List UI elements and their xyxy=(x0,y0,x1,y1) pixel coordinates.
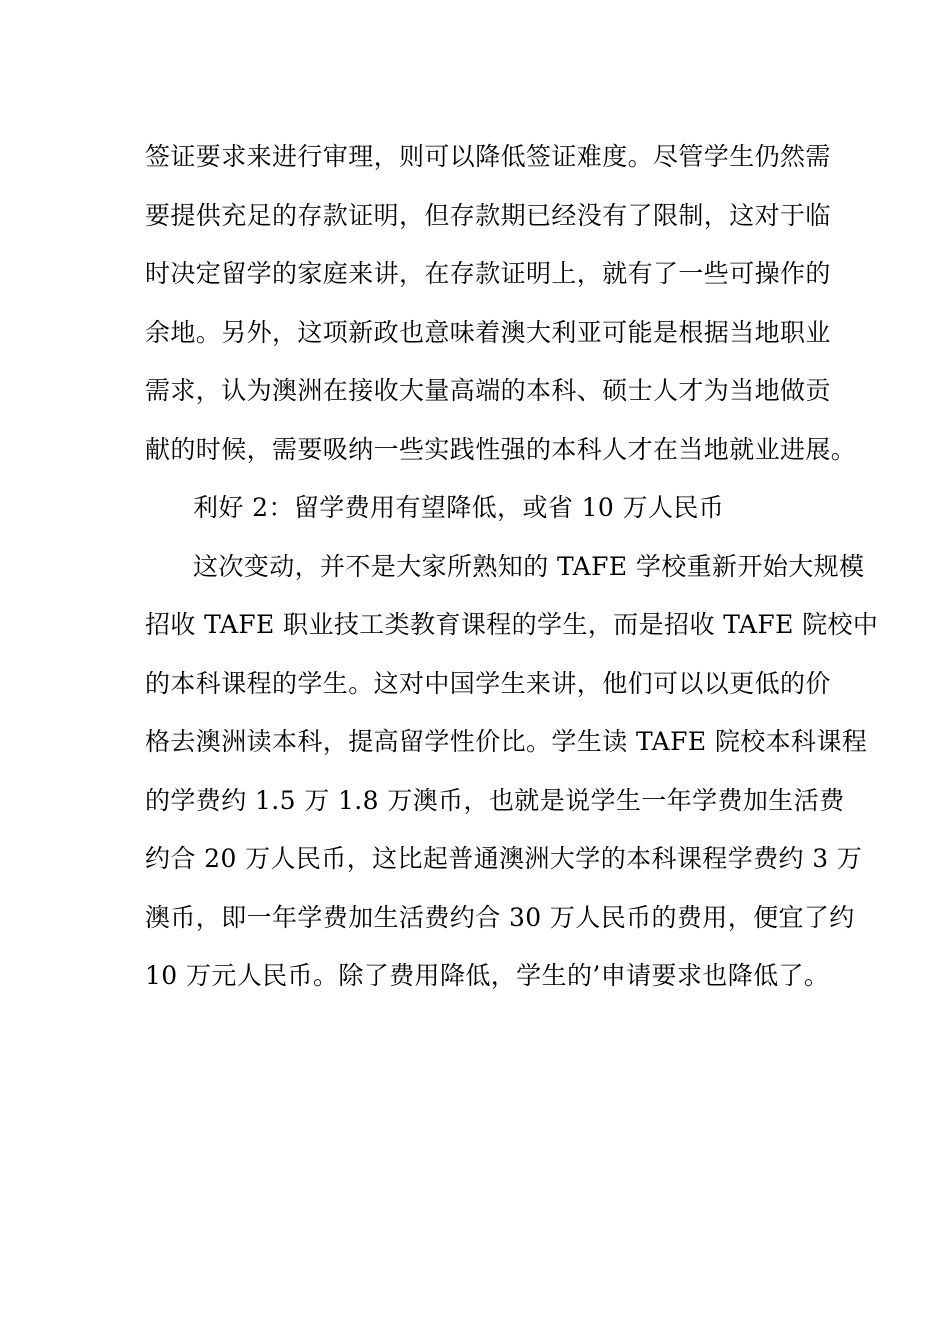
text-line-4: 余地。另外，这项新政也意味着澳大利亚可能是根据当地职业 xyxy=(145,317,831,347)
text-line-11: 格去澳洲读本科，提高留学性价比。学生读 TAFE 院校本科课程 xyxy=(145,727,868,756)
text-line-10: 的本科课程的学生。这对中国学生来讲，他们可以以更低的价 xyxy=(145,668,831,698)
text-line-3: 时决定留学的家庭来讲，在存款证明上，就有了一些可操作的 xyxy=(145,259,831,288)
body-text xyxy=(145,128,879,1006)
text-line-12: 的学费约 1.5 万 1.8 万澳币，也就是说学生一年学费加生活费 xyxy=(145,785,845,815)
section-heading: 利好 2：留学费用有望降低，或省 10 万人民币 xyxy=(193,493,725,522)
text-line-1: 签证要求来进行审理，则可以降低签证难度。尽管学生仍然需 xyxy=(145,142,831,171)
text-line-6: 献的时候，需要吸纳一些实践性强的本科人才在当地就业进展。 xyxy=(145,434,857,464)
text-line-9: 招收 TAFE 职业技工类教育课程的学生，而是招收 TAFE 院校中 xyxy=(145,610,879,639)
text-line-14: 澳币，即一年学费加生活费约合 30 万人民币的费用，便宜了约 xyxy=(145,902,855,932)
text-line-13: 约合 20 万人民币，这比起普通澳洲大学的本科课程学费约 3 万 xyxy=(145,844,863,873)
text-line-15: 10 万元人民币。除了费用降低，学生的’申请要求也降低了。 xyxy=(145,961,830,990)
text-line-8: 这次变动，并不是大家所熟知的 TAFE 学校重新开始大规模 xyxy=(193,551,865,581)
text-line-2: 要提供充足的存款证明，但存款期已经没有了限制，这对于临 xyxy=(145,200,831,230)
text-line-5: 需求，认为澳洲在接收大量高端的本科、硕士人才为当地做贡 xyxy=(145,376,831,405)
